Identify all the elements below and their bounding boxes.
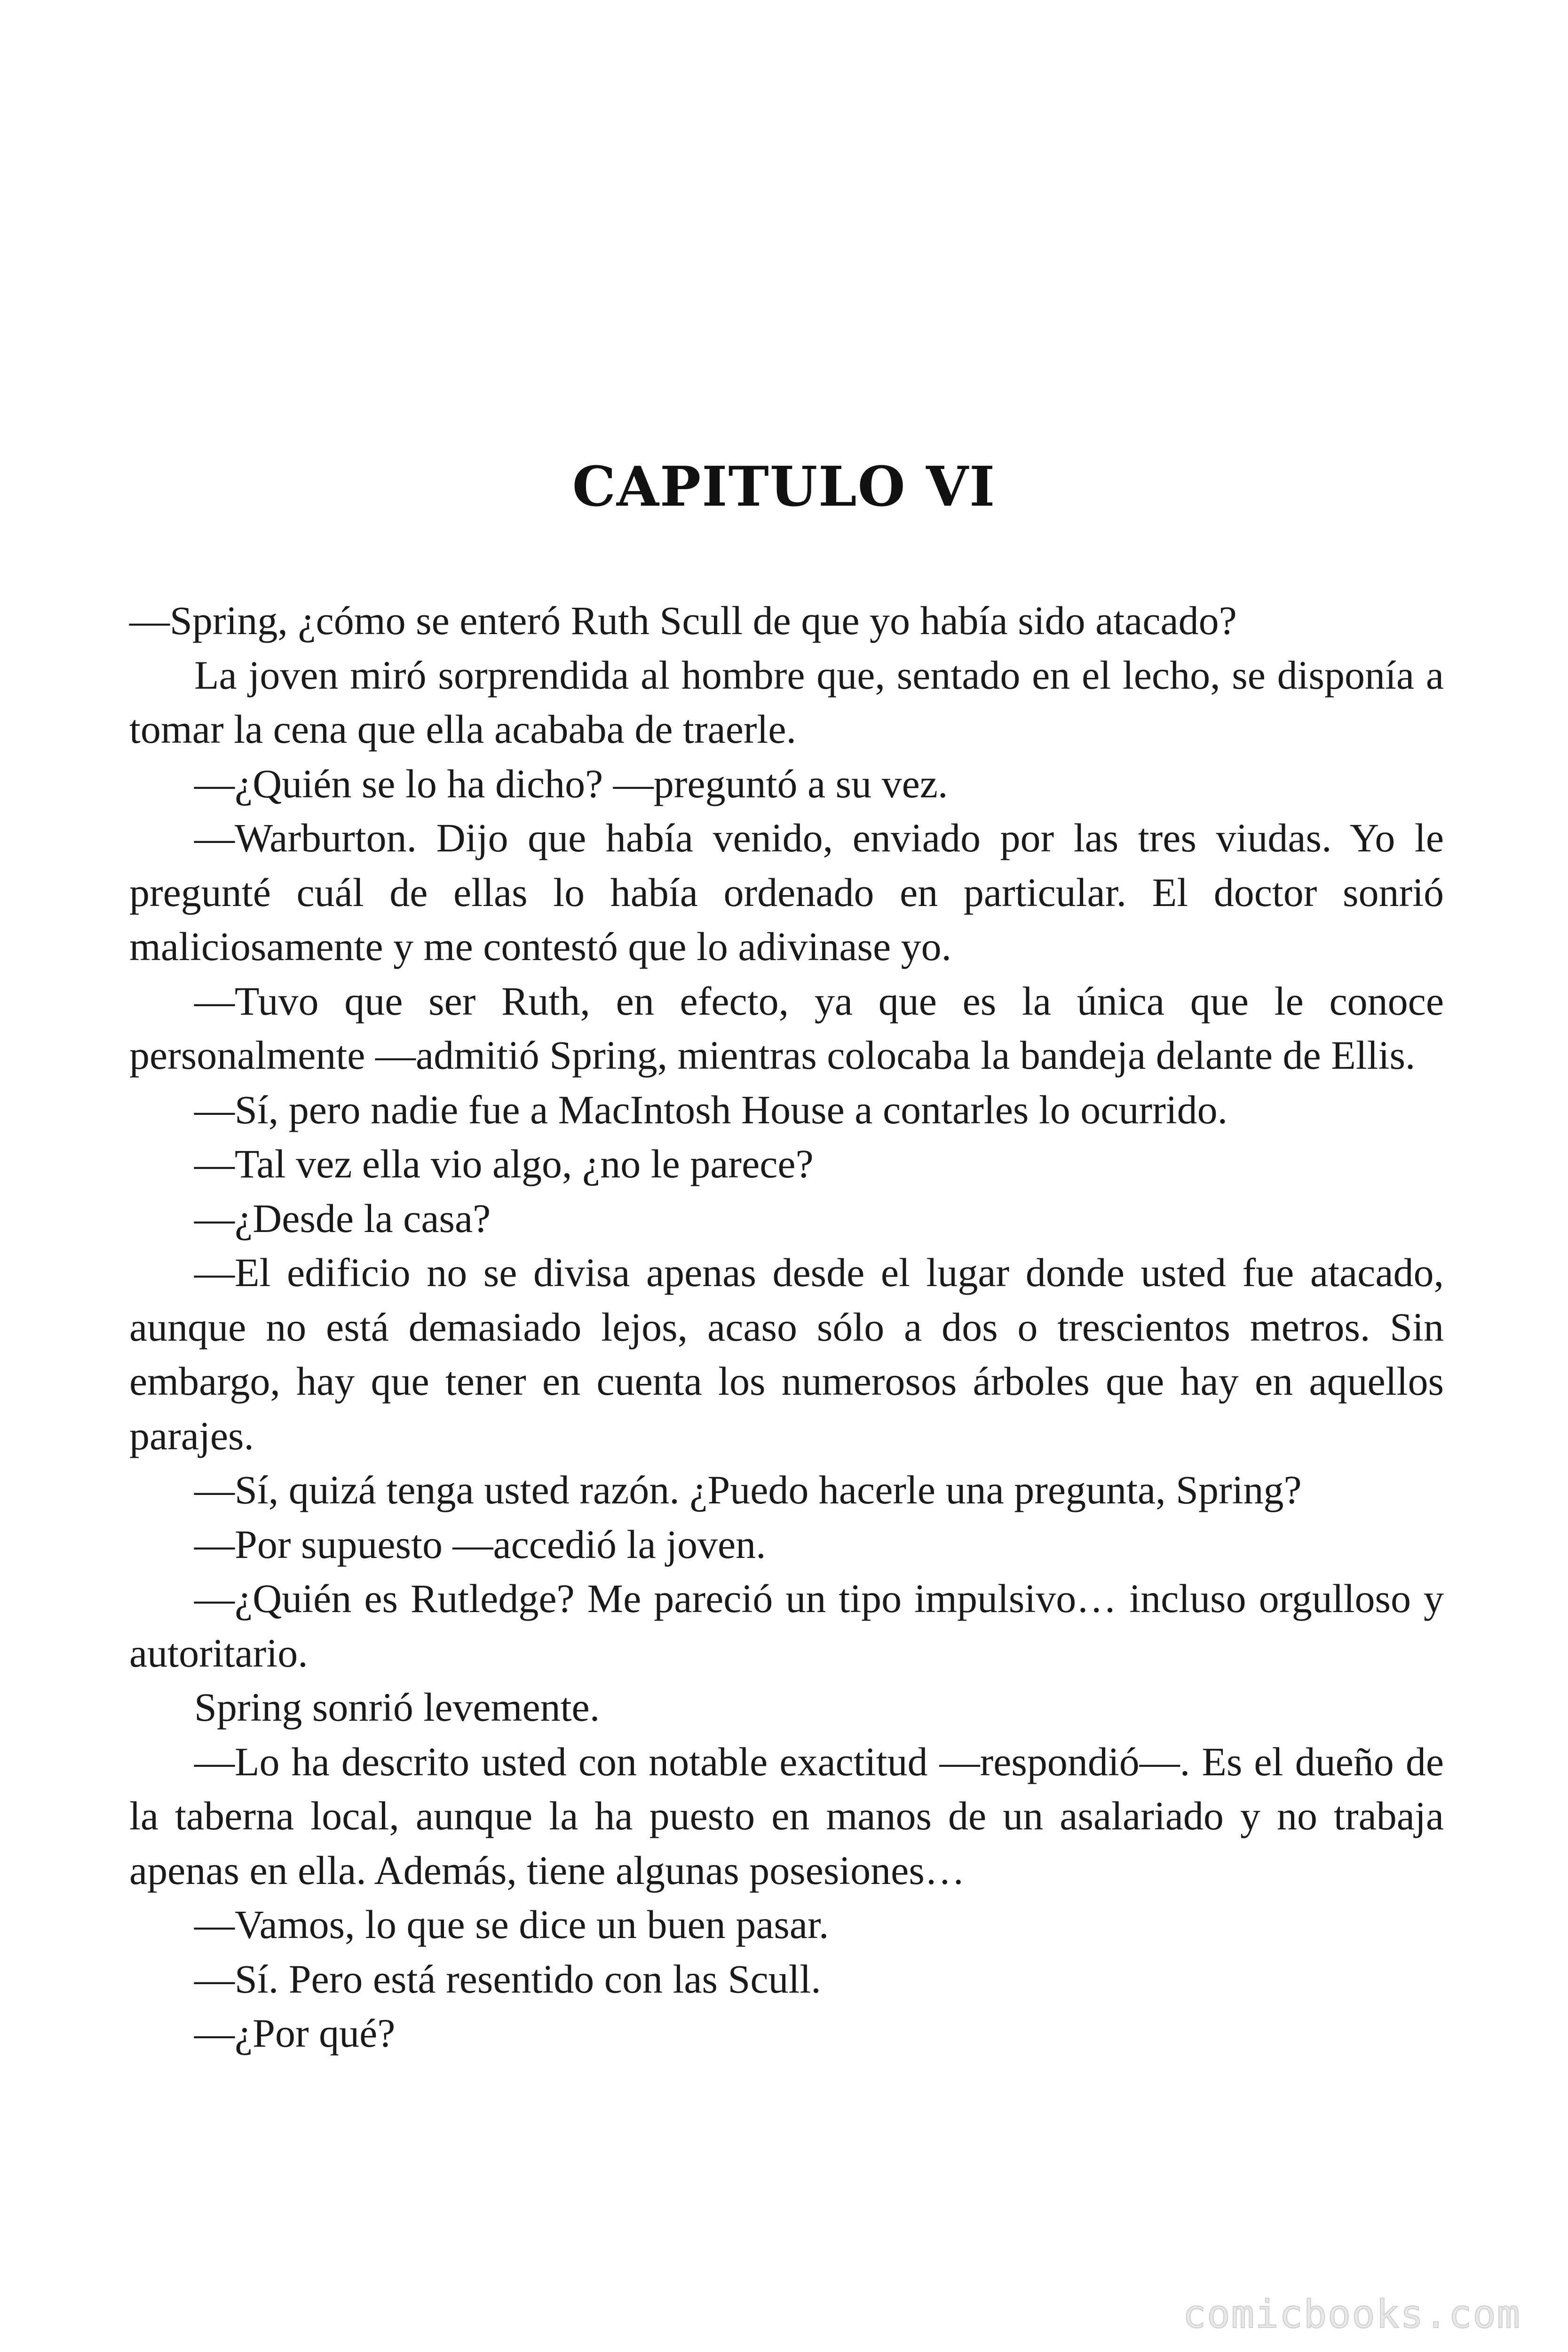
paragraph: Spring sonrió levemente. — [194, 1685, 600, 1730]
paragraph: —Vamos, lo que se dice un buen pasar. — [194, 1902, 829, 1947]
paragraph: —¿Quién se lo ha dicho? —preguntó a su vez. — [194, 761, 948, 806]
paragraph: —Por supuesto —accedió la joven. — [194, 1521, 766, 1567]
paragraph: —¿Desde la casa? — [194, 1195, 491, 1241]
paragraph: —¿Por qué? — [194, 2010, 396, 2056]
paragraph: —El edificio no se divisa apenas desde el lugar donde usted fue atacado, aunque no está demasiado lejos, acaso sólo a dos o trescientos metros. Sin embargo, hay que tener en cuenta los numerosos árboles que hay en aquellos parajes. — [129, 1250, 1444, 1458]
chapter-title: CAPITULO VI — [572, 455, 996, 519]
chapter-text — [129, 594, 1444, 2061]
paragraph: —Sí. Pero está resentido con las Scull. — [194, 1956, 821, 2002]
paragraph: —Lo ha descrito usted con notable exactitud —respondió—. Es el dueño de la taberna local, aunque la ha puesto en manos de un asalariado y no trabaja apenas en ella. Además, tiene algunas posesiones… — [129, 1739, 1444, 1893]
paragraph: —Sí, quizá tenga usted razón. ¿Puedo hacerle una pregunta, Spring? — [194, 1467, 1302, 1512]
paragraph: —¿Quién es Rutledge? Me pareció un tipo impulsivo… incluso orgulloso y autoritario. — [129, 1576, 1444, 1676]
paragraph: —Spring, ¿cómo se enteró Ruth Scull de que yo había sido atacado? — [129, 598, 1237, 643]
paragraph: La joven miró sorprendida al hombre que, sentado en el lecho, se disponía a tomar la cena que ella acababa de traerle. — [129, 652, 1444, 752]
paragraph: —Warburton. Dijo que había venido, enviado por las tres viudas. Yo le pregunté cuál de ellas lo había ordenado en particular. El doctor sonrió maliciosamente y me contestó que lo adivinase yo. — [129, 815, 1444, 969]
watermark: comicbooks.com — [1182, 2292, 1521, 2337]
paragraph: —Sí, pero nadie fue a MacIntosh House a contarles lo ocurrido. — [194, 1087, 1228, 1132]
paragraph: —Tal vez ella vio algo, ¿no le parece? — [194, 1141, 814, 1186]
paragraph: —Tuvo que ser Ruth, en efecto, ya que es la única que le conoce personalmente —admitió Spring, mientras colocaba la bandeja delante de Ellis. — [129, 978, 1444, 1078]
